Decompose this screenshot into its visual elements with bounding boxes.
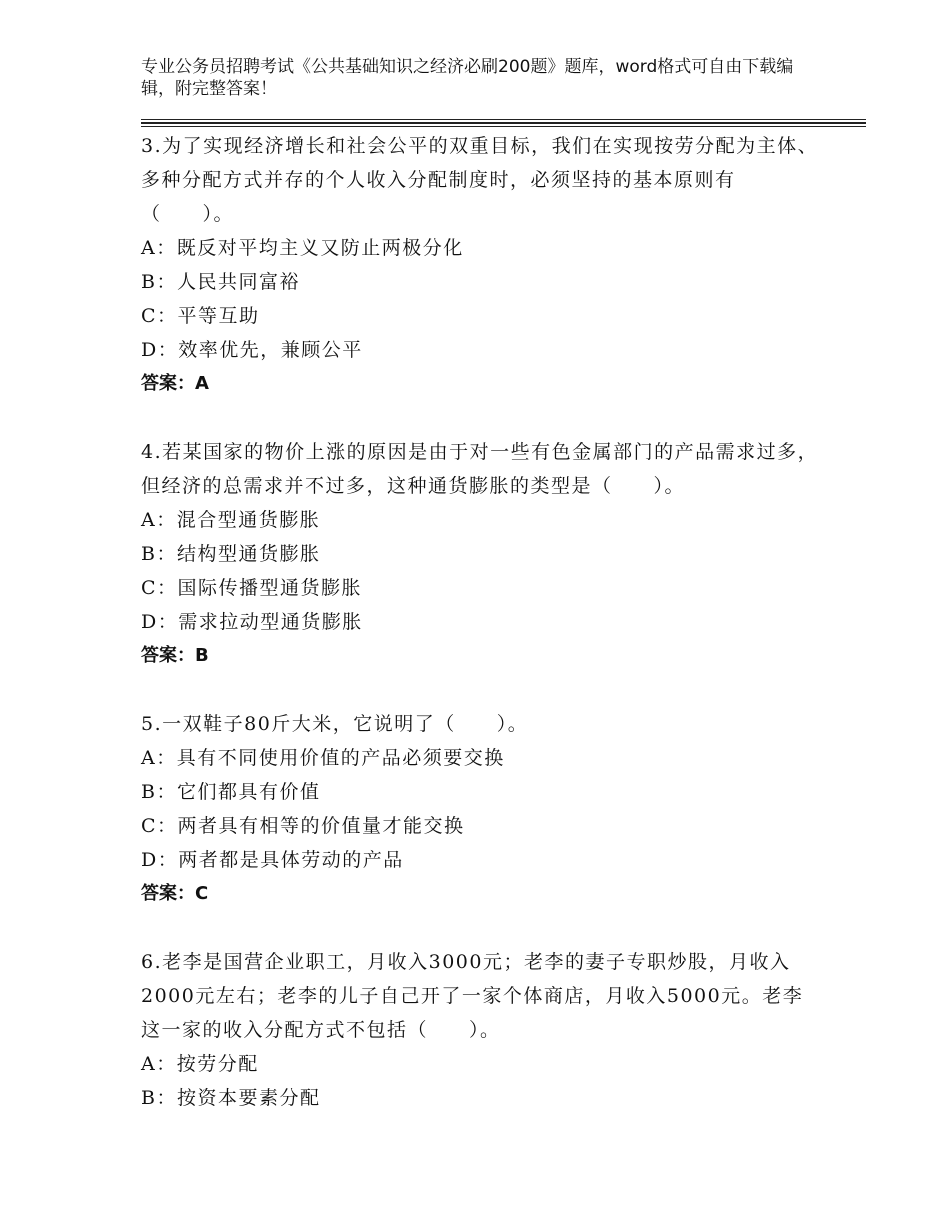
question-stem: 3.为了实现经济增长和社会公平的双重目标，我们在实现按劳分配为主体、多种分配方式并存的个人收入分配制度时，必须坚持的基本原则有（ ）。 bbox=[141, 135, 819, 225]
question-block bbox=[141, 707, 821, 911]
option-a: A：按劳分配 bbox=[141, 1053, 259, 1075]
option-d: D：两者都是具体劳动的产品 bbox=[141, 849, 404, 871]
question-list bbox=[141, 129, 821, 1149]
option-a: A：混合型通货膨胀 bbox=[141, 509, 321, 531]
answer-line: 答案：A bbox=[141, 373, 209, 394]
question-block bbox=[141, 435, 821, 673]
header-divider-line bbox=[141, 122, 866, 124]
option-c: C：平等互助 bbox=[141, 305, 260, 327]
question-stem: 5.一双鞋子80斤大米，它说明了（ ）。 bbox=[141, 713, 529, 735]
option-c: C：国际传播型通货膨胀 bbox=[141, 577, 363, 599]
option-b: B：结构型通货膨胀 bbox=[141, 543, 321, 565]
option-a: A：具有不同使用价值的产品必须要交换 bbox=[141, 747, 505, 769]
document-header: 专业公务员招聘考试《公共基础知识之经济必刷200题》题库，word格式可自由下载编辑，附完整答案！ bbox=[141, 57, 794, 99]
option-b: B：它们都具有价值 bbox=[141, 781, 321, 803]
option-a: A：既反对平均主义又防止两极分化 bbox=[141, 237, 464, 259]
question-stem: 6.老李是国营企业职工，月收入3000元；老李的妻子专职炒股，月收入2000元左右；老李的儿子自己开了一家个体商店，月收入5000元。老李这一家的收入分配方式不包括（ ）。 bbox=[141, 951, 804, 1041]
option-d: D：效率优先，兼顾公平 bbox=[141, 339, 363, 361]
option-b: B：人民共同富裕 bbox=[141, 271, 300, 293]
question-block bbox=[141, 945, 821, 1115]
question-block bbox=[141, 129, 821, 401]
answer-line: 答案：C bbox=[141, 883, 209, 904]
option-b: B：按资本要素分配 bbox=[141, 1087, 321, 1109]
header-divider-line bbox=[141, 119, 866, 120]
header-divider-line bbox=[141, 126, 866, 127]
answer-line: 答案：B bbox=[141, 645, 209, 666]
option-d: D：需求拉动型通货膨胀 bbox=[141, 611, 363, 633]
question-stem: 4.若某国家的物价上涨的原因是由于对一些有色金属部门的产品需求过多，但经济的总需求并不过多，这种通货膨胀的类型是（ ）。 bbox=[141, 441, 819, 497]
option-c: C：两者具有相等的价值量才能交换 bbox=[141, 815, 465, 837]
